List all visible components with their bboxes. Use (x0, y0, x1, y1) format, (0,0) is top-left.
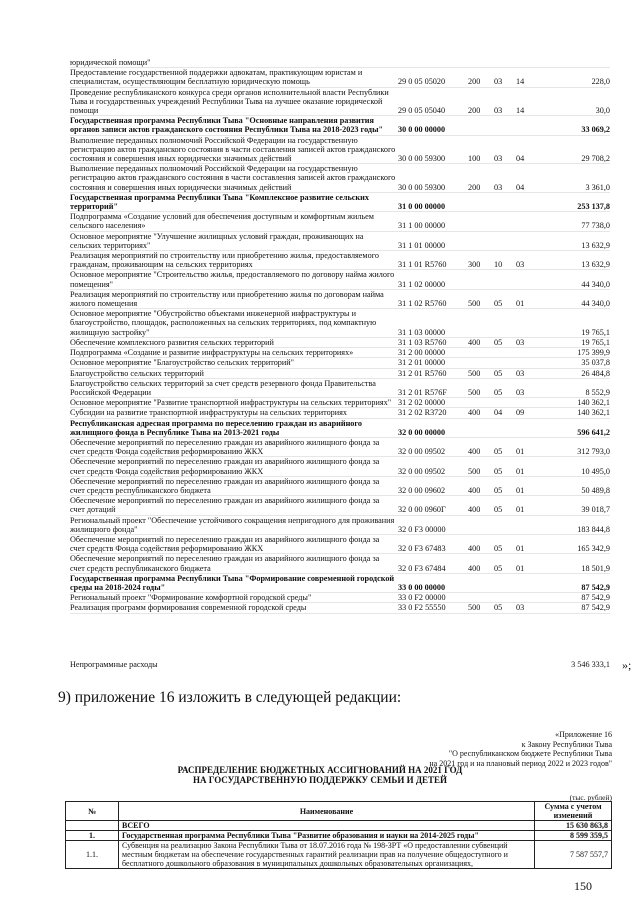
table-row (70, 116, 610, 135)
table-row (70, 88, 610, 117)
table-row (70, 290, 610, 309)
row-csr-code: 33 0 F2 00000 (398, 593, 446, 603)
table-row (70, 369, 610, 379)
table-row (70, 309, 610, 338)
row-number (66, 821, 119, 831)
row-section: 05 (494, 447, 503, 457)
table-row (70, 338, 610, 348)
row-csr-code: 30 0 00 59300 (398, 154, 446, 164)
table-row (66, 841, 612, 869)
closing-quote: »; (622, 658, 632, 672)
row-name: Обеспечение комплексного развития сельских территорий (70, 337, 274, 347)
table-row (70, 270, 610, 289)
row-sum: 30,0 (595, 106, 610, 116)
row-name: Обеспечение мероприятий по переселению граждан из аварийного жилищного фонда за счет средств республиканского бюджета (70, 476, 380, 495)
table-row (70, 457, 610, 476)
row-csr-code: 31 1 02 R5760 (398, 299, 447, 309)
row-name: Обеспечение мероприятий по переселению граждан из аварийного жилищного фонда за счет средств республиканского бюджета (70, 554, 380, 573)
row-sum: 15 630 863,8 (535, 821, 612, 831)
row-csr-code: 31 2 01 R5760 (398, 368, 447, 378)
row-name: Проведение республиканского конкурса среди органов исполнительной власти Республики Тыва и государственных учреждений Республики Тыва на лучшее оказание юридической помощи (70, 87, 389, 116)
row-csr-code: 32 0 00 09502 (398, 466, 446, 476)
table-row (70, 496, 610, 515)
row-section: 05 (494, 466, 503, 476)
table-row (70, 136, 610, 165)
row-name: Основное мероприятие "Строительство жилья, предоставляемого по договору найма жилого помещения" (70, 270, 395, 289)
row-sum: 29 708,2 (581, 154, 610, 164)
row-subsection: 01 (516, 544, 525, 554)
row-sum: 77 738,0 (581, 221, 610, 231)
row-name: Государственная программа Республики Тыва "Формирование современной городской среды на 2018-2024 годы" (70, 573, 395, 592)
table-row (66, 831, 612, 841)
budget-allocation-table (70, 58, 610, 614)
row-csr-code: 31 1 03 R5760 (398, 337, 447, 347)
page-number: 150 (574, 879, 592, 893)
row-name: юридической помощи" (70, 58, 151, 67)
table-row (70, 251, 610, 270)
row-name: Основное мероприятие "Благоустройство сельских территорий" (70, 358, 295, 368)
row-csr-code: 29 0 05 05020 (398, 77, 446, 87)
row-name: Основное мероприятие "Улучшение жилищных условий граждан, проживающих на сельских территориях" (70, 231, 364, 250)
row-csr-code: 31 1 01 R5760 (398, 260, 447, 270)
appendix-line: «Приложение 16 (555, 730, 612, 739)
row-expense-type: 200 (468, 106, 481, 116)
row-subsection: 03 (516, 337, 525, 347)
row-name: Обеспечение мероприятий по переселению граждан из аварийного жилищного фонда за счет средств Фонда содействия реформированию ЖКХ (70, 534, 380, 554)
appendix-line: "О республиканском бюджете Республики Тыва (448, 749, 612, 758)
row-expense-type: 500 (468, 299, 481, 309)
row-csr-code: 32 0 00 00000 (398, 427, 446, 437)
row-expense-type: 400 (468, 544, 481, 554)
row-csr-code: 33 0 F2 55550 (398, 603, 446, 613)
row-name: Реализация программ формирования современной городской среды (70, 603, 307, 613)
row-csr-code: 31 1 02 00000 (398, 279, 446, 289)
table-row (70, 408, 610, 418)
row-sum: 50 489,8 (581, 485, 610, 495)
row-sum: 140 362,1 (577, 398, 610, 408)
row-sum: 35 037,8 (581, 358, 610, 368)
row-sum: 3 361,0 (585, 182, 610, 192)
row-name: Основное мероприятие "Развитие транспортной инфраструктуры на сельских территориях" (70, 398, 392, 408)
row-section: 05 (494, 485, 503, 495)
table-row (70, 603, 610, 613)
row-expense-type: 400 (468, 505, 481, 515)
row-sum: 13 632,9 (581, 260, 610, 270)
row-csr-code: 31 2 02 R3720 (398, 408, 447, 418)
row-name: ВСЕГО (119, 821, 535, 831)
row-expense-type: 200 (468, 77, 481, 87)
nonprogram-sum: 3 546 333,1 (571, 660, 610, 669)
row-section: 05 (494, 299, 503, 309)
row-csr-code: 31 0 00 00000 (398, 202, 446, 212)
row-sum: 39 018,7 (581, 505, 610, 515)
row-section: 03 (494, 182, 503, 192)
row-subsection: 01 (516, 466, 525, 476)
row-csr-code: 33 0 00 00000 (398, 582, 446, 592)
table-row (70, 348, 610, 358)
row-subsection: 09 (516, 408, 525, 418)
row-subsection: 01 (516, 563, 525, 573)
row-sum: 33 069,2 (581, 125, 610, 135)
row-name: Выполнение переданных полномочий Российской Федерации на государственную регистрацию актов гражданского состояния в части составления записей актов гражданского состояния и совершения иных юридически значимых действий (70, 164, 396, 192)
row-expense-type: 400 (468, 485, 481, 495)
row-section: 05 (494, 337, 503, 347)
row-expense-type: 100 (468, 154, 481, 164)
row-expense-type: 500 (468, 387, 481, 397)
table-row (70, 58, 610, 68)
row-csr-code: 31 2 01 00000 (398, 358, 446, 368)
row-section: 05 (494, 368, 503, 378)
table-row (70, 438, 610, 457)
row-expense-type: 400 (468, 447, 481, 457)
table-row (70, 554, 610, 573)
units-label: (тыс. рублей) (569, 793, 612, 802)
row-section: 05 (494, 387, 503, 397)
table-header-row (66, 802, 612, 821)
header-number: № (66, 802, 119, 821)
row-subsection: 01 (516, 447, 525, 457)
row-section: 03 (494, 77, 503, 87)
row-sum: 87 542,9 (581, 603, 610, 613)
row-number: 1. (66, 831, 119, 841)
row-name: Реализация мероприятий по строительству или приобретению жилья, предоставляемого гражданам, проживающим на сельских территориях (70, 251, 379, 270)
row-expense-type: 500 (468, 603, 481, 613)
header-name: Наименование (119, 802, 535, 821)
row-sum: 7 587 557,7 (535, 841, 612, 869)
appendix-line: к Закону Республики Тыва (521, 739, 612, 749)
row-name: Государственная программа Республики Тыва "Комплексное развитие сельских территорий" (70, 192, 369, 212)
section-9-heading: 9) приложение 16 изложить в следующей редакции: (58, 689, 402, 706)
row-csr-code: 32 0 00 0960Г (398, 505, 446, 515)
row-name: Региональный проект "Обеспечение устойчивого сокращения непригодного для проживания жилищного фонда" (70, 515, 395, 534)
row-subsection: 03 (516, 387, 525, 397)
row-name: Реализация мероприятий по строительству или приобретению жилья по договорам найма жилого помещения (70, 289, 384, 309)
row-name: Обеспечение мероприятий по переселению граждан из аварийного жилищного фонда за счет средств Фонда содействия реформированию ЖКХ (70, 437, 380, 457)
row-sum: 140 362,1 (577, 408, 610, 418)
row-sum: 19 765,1 (581, 337, 610, 347)
appendix-line: на 2021 год и на плановый период 2022 и 2023 годов" (429, 758, 612, 768)
row-name: Субвенция на реализацию Закона Республики Тыва от 18.07.2016 года № 198-ЗРТ «О предоставлении субвенций местным бюджетам на обеспечение государственных гарантий реализации прав на получение общедоступного и бесплатного дошкольного образования в муниципальных дошкольных образовательных организациях, (119, 841, 535, 869)
row-sum: 312 793,0 (577, 447, 610, 457)
table-row (70, 477, 610, 496)
row-csr-code: 29 0 05 05040 (398, 106, 446, 116)
header-sum: Сумма с учетом изменений (535, 802, 612, 821)
row-sum: 10 495,0 (581, 466, 610, 476)
nonprogram-label: Непрограммные расходы (70, 660, 158, 669)
row-csr-code: 32 0 00 09502 (398, 447, 446, 457)
row-sum: 228,0 (591, 77, 610, 87)
row-section: 05 (494, 603, 503, 613)
appendix-reference (429, 730, 612, 768)
row-subsection: 03 (516, 368, 525, 378)
row-name: Обеспечение мероприятий по переселению граждан из аварийного жилищного фонда за счет средств Фонда содействия реформированию ЖКХ (70, 457, 380, 476)
table-row (70, 419, 610, 438)
row-section: 05 (494, 563, 503, 573)
table-row (70, 379, 610, 398)
table-row (70, 398, 610, 408)
row-name: Выполнение переданных полномочий Российской Федерации на государственную регистрацию актов гражданского состояния в части составления записей актов гражданского состояния и совершения иных юридически значимых действий (70, 135, 396, 164)
row-name: Благоустройство сельских территорий за счет средств резервного фонда Правительства Российской Федерации (70, 378, 376, 397)
row-sum: 596 641,2 (577, 427, 610, 437)
table-row (70, 574, 610, 593)
row-section: 04 (494, 408, 503, 418)
row-subsection: 03 (516, 603, 525, 613)
table-row (70, 516, 610, 535)
table-row (70, 535, 610, 554)
row-csr-code: 31 2 01 R576F (398, 387, 447, 397)
row-sum: 44 340,0 (581, 299, 610, 309)
document-title (0, 765, 640, 785)
row-name: Предоставление государственной поддержки адвокатам, практикующим юристам и специалистам, осуществляющим бесплатную юридическую помощь (70, 68, 363, 87)
row-expense-type: 400 (468, 563, 481, 573)
row-sum: 253 137,8 (577, 202, 610, 212)
row-expense-type: 400 (468, 337, 481, 347)
row-name: Обеспечение мероприятий по переселению граждан из аварийного жилищного фонда за счет дотаций (70, 496, 380, 515)
row-section: 03 (494, 106, 503, 116)
row-section: 10 (494, 260, 503, 270)
row-sum: 18 501,9 (581, 563, 610, 573)
row-name: Субсидии на развитие транспортной инфраструктуры на сельских территориях (70, 408, 348, 418)
row-subsection: 14 (516, 106, 525, 116)
table-row (70, 68, 610, 87)
row-subsection: 04 (516, 182, 525, 192)
title-line: РАСПРЕДЕЛЕНИЕ БЮДЖЕТНЫХ АССИГНОВАНИЙ НА 2021 ГОД (177, 765, 463, 775)
table-row (70, 164, 610, 193)
row-sum: 175 399,9 (577, 348, 610, 358)
row-csr-code: 31 1 00 00000 (398, 221, 446, 231)
row-csr-code: 30 0 00 59300 (398, 182, 446, 192)
row-sum: 8 552,9 (585, 387, 610, 397)
row-name: Республиканская адресная программа по переселению граждан из аварийного жилищного фонда в Республике Тыва на 2013-2021 годы (70, 418, 362, 437)
row-name: Подпрограмма «Создание условий для обеспечения доступным и комфортным жильем сельского населения» (70, 212, 374, 231)
row-subsection: 01 (516, 299, 525, 309)
row-csr-code: 32 0 00 09602 (398, 485, 446, 495)
table-row (70, 193, 610, 212)
row-expense-type: 300 (468, 260, 481, 270)
row-csr-code: 31 2 00 00000 (398, 348, 446, 358)
row-name: Государственная программа Республики Тыва "Основные направления развития органов записи актов гражданского состояния Республики Тыва на 2018-2023 годы" (70, 116, 384, 135)
row-sum: 87 542,9 (581, 582, 610, 592)
row-csr-code: 31 1 01 00000 (398, 240, 446, 250)
table-row (66, 821, 612, 831)
table-row (70, 212, 610, 231)
row-csr-code: 31 2 02 00000 (398, 398, 446, 408)
row-csr-code: 31 1 03 00000 (398, 327, 446, 337)
row-expense-type: 400 (468, 408, 481, 418)
row-sum: 165 342,9 (577, 544, 610, 554)
row-csr-code: 32 0 F3 67484 (398, 563, 446, 573)
row-expense-type: 500 (468, 466, 481, 476)
row-name: Государственная программа Республики Тыва "Развитие образования и науки на 2014-2025 годы" (119, 831, 535, 841)
row-csr-code: 32 0 F3 67483 (398, 544, 446, 554)
row-name: Благоустройство сельских территорий (70, 368, 204, 378)
row-csr-code: 30 0 00 00000 (398, 125, 446, 135)
row-section: 03 (494, 154, 503, 164)
row-subsection: 01 (516, 485, 525, 495)
row-section: 05 (494, 505, 503, 515)
row-section: 05 (494, 544, 503, 554)
table-row (70, 358, 610, 368)
row-sum: 183 844,8 (577, 524, 610, 534)
row-name: Основное мероприятие "Обустройство объектами инженерной инфраструктуры и благоустройство, площадок, расположенных на сельских территориях, под компактную жилищную застройку" (70, 309, 377, 337)
row-sum: 26 484,8 (581, 368, 610, 378)
row-name: Региональный проект "Формирование комфортной городской среды" (70, 593, 312, 603)
row-expense-type: 500 (468, 368, 481, 378)
nonprogram-expenses-row (70, 658, 632, 672)
row-subsection: 04 (516, 154, 525, 164)
row-name: Подпрограмма «Создание и развитие инфраструктуры на сельских территориях» (70, 348, 354, 358)
row-sum: 13 632,9 (581, 240, 610, 250)
row-sum: 19 765,1 (581, 327, 610, 337)
row-number: 1.1. (66, 841, 119, 869)
title-line: НА ГОСУДАРСТВЕННУЮ ПОДДЕРЖКУ СЕМЬИ И ДЕТЕЙ (192, 775, 448, 785)
row-sum: 8 599 359,5 (535, 831, 612, 841)
table-row (70, 593, 610, 603)
row-csr-code: 32 0 F3 00000 (398, 524, 446, 534)
row-subsection: 14 (516, 77, 525, 87)
row-subsection: 01 (516, 505, 525, 515)
family-support-table (65, 801, 612, 869)
row-sum: 44 340,0 (581, 279, 610, 289)
table-row (70, 232, 610, 251)
row-sum: 87 542,9 (581, 593, 610, 603)
row-subsection: 03 (516, 260, 525, 270)
row-expense-type: 200 (468, 182, 481, 192)
